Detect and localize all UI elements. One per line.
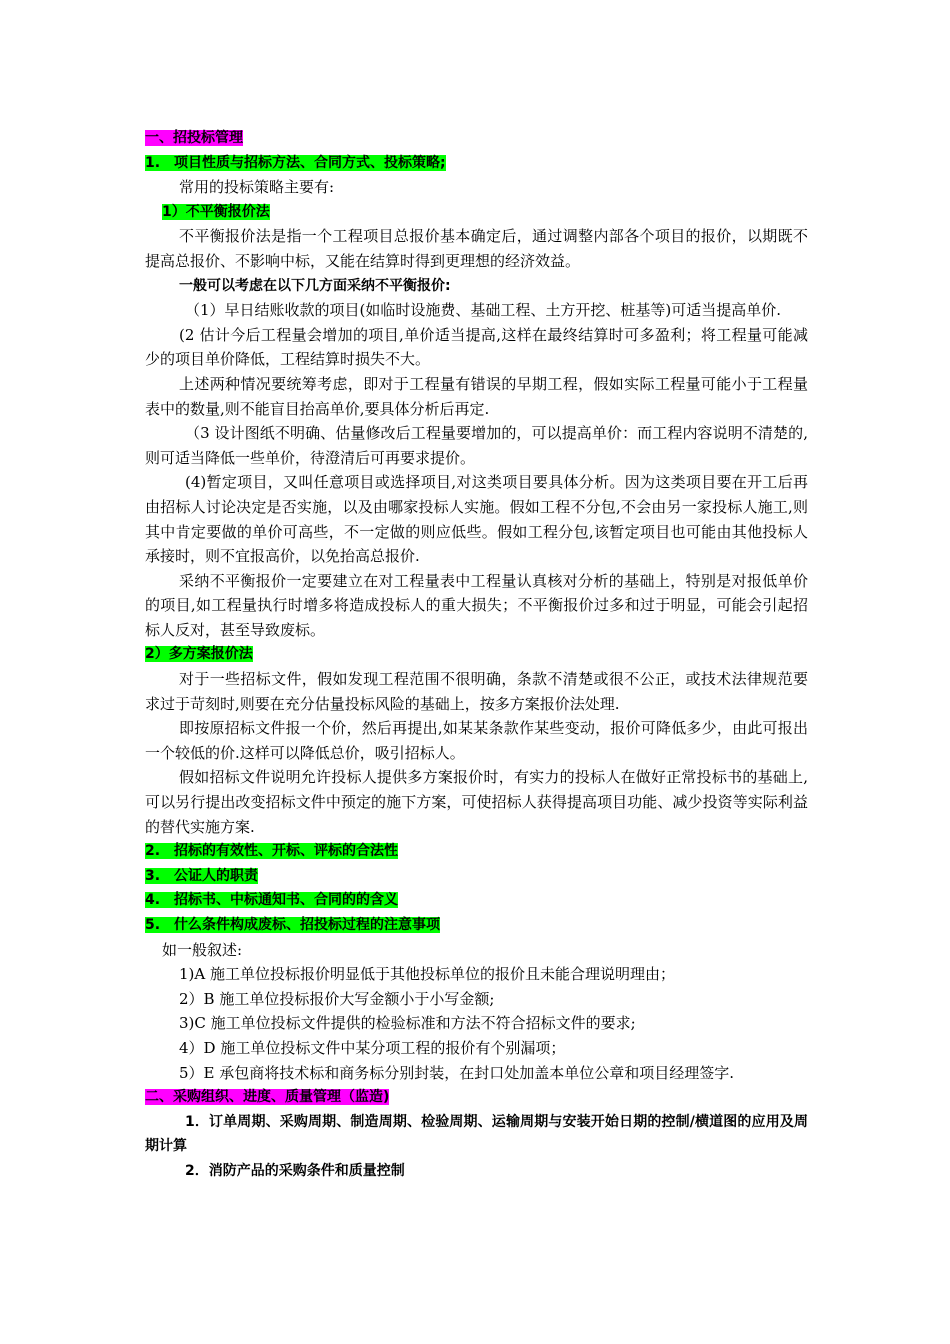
list-item: （1）早日结账收款的项目(如临时设施费、基础工程、土方开挖、桩基等)可适当提高单价.: [185, 301, 782, 320]
paragraph: 即按原招标文件报一个价，然后再提出,如某某条款作某些变动，报价可降低多少，由此可报出一个较低的价.这样可以降低总价，吸引招标人。: [145, 719, 808, 762]
paragraph-lead: 一般可以考虑在以下几方面采纳不平衡报价:: [179, 277, 451, 294]
paragraph: 对于一些招标文件，假如发现工程范围不很明确，条款不清楚或很不公正，或技术法律规范要求过于苛刻时,则要在充分估量投标风险的基础上，按多方案报价法处理.: [145, 670, 808, 713]
heading-2-1: 1．订单周期、采购周期、制造周期、检验周期、运输周期与安装开始日期的控制/横道图的应用及周期计算: [145, 1113, 808, 1155]
heading-method-1: 1）不平衡报价法: [162, 203, 270, 220]
heading-1-5: 5. 什么条件构成废标、招投标过程的注意事项: [145, 917, 441, 933]
heading-section-1: 一、招投标管理: [145, 130, 243, 146]
intro-text: 常用的投标策略主要有:: [179, 178, 335, 197]
heading-1-3: 3. 公证人的职责: [145, 867, 259, 884]
list-item: 3)C 施工单位投标文件提供的检验标准和方法不符合招标文件的要求;: [179, 1014, 636, 1033]
list-item: 5）E 承包商将技术标和商务标分别封装，在封口处加盖本单位公章和项目经理签字.: [179, 1063, 735, 1082]
list-item: 1)A 施工单位投标报价明显低于其他投标单位的报价且未能合理说明理由；: [179, 965, 675, 984]
list-item: 2）B 施工单位投标报价大写金额小于小写金额;: [179, 989, 495, 1008]
paragraph: 不平衡报价法是指一个工程项目总报价基本确定后，通过调整内部各个项目的报价，以期既不提高总报价、不影响中标，又能在结算时得到更理想的经济效益。: [145, 227, 808, 270]
document-page: [145, 126, 808, 1184]
heading-1-1: 1. 项目性质与招标方法、合同方式、投标策略;: [145, 154, 446, 171]
paragraph: 假如招标文件说明允许投标人提供多方案报价时，有实力的投标人在做好正常投标书的基础上,可以另行提出改变招标文件中预定的施下方案，可使招标人获得提高项目功能、减少投资等实际利益的替代实施方案.: [145, 768, 808, 836]
paragraph: 采纳不平衡报价一定要建立在对工程量表中工程量认真核对分析的基础上，特别是对报低单价的项目,如工程量执行时增多将造成投标人的重大损失；不平衡报价过多和过于明显，可能会引起招标人反对，甚至导致废标。: [145, 571, 808, 639]
list-item: （3 设计图纸不明确、估量修改后工程量要增加的，可以提高单价：而工程内容说明不清楚的,则可适当降低一些单价，待澄清后可再要求提价。: [145, 424, 808, 467]
heading-section-2: 二、采购组织、进度、质量管理（监造): [145, 1089, 390, 1106]
heading-1-2: 2. 招标的有效性、开标、评标的合法性: [145, 843, 399, 860]
list-intro: 如一般叙述:: [162, 940, 243, 959]
list-item: 4）D 施工单位投标文件中某分项工程的报价有个别漏项；: [179, 1038, 566, 1057]
list-item: (2 估计今后工程量会增加的项目,单价适当提高,这样在最终结算时可多盈利；将工程量可能减少的项目单价降低，工程结算时损失不大。: [145, 325, 808, 369]
paragraph: 上述两种情况要统筹考虑，即对于工程量有错误的早期工程，假如实际工程量可能小于工程量表中的数量,则不能盲目抬高单价,要具体分析后再定.: [145, 374, 808, 418]
heading-1-4: 4. 招标书、中标通知书、合同的的含义: [145, 892, 399, 909]
heading-method-2: 2）多方案报价法: [145, 646, 253, 663]
list-item: (4)暂定项目，又叫任意项目或选择项目,对这类项目要具体分析。因为这类项目要在开工后再由招标人讨论决定是否实施，以及由哪家投标人实施。假如工程不分包,不会由另一家投标人施工,则其中肯定要做的单价可高些，不一定做的则应低些。假如工程分包,该暂定项目也可能由其他投标人承接时，则不宜报高价，以免抬高总报价.: [145, 473, 808, 566]
heading-2-2: 2．消防产品的采购条件和质量控制: [185, 1162, 405, 1179]
